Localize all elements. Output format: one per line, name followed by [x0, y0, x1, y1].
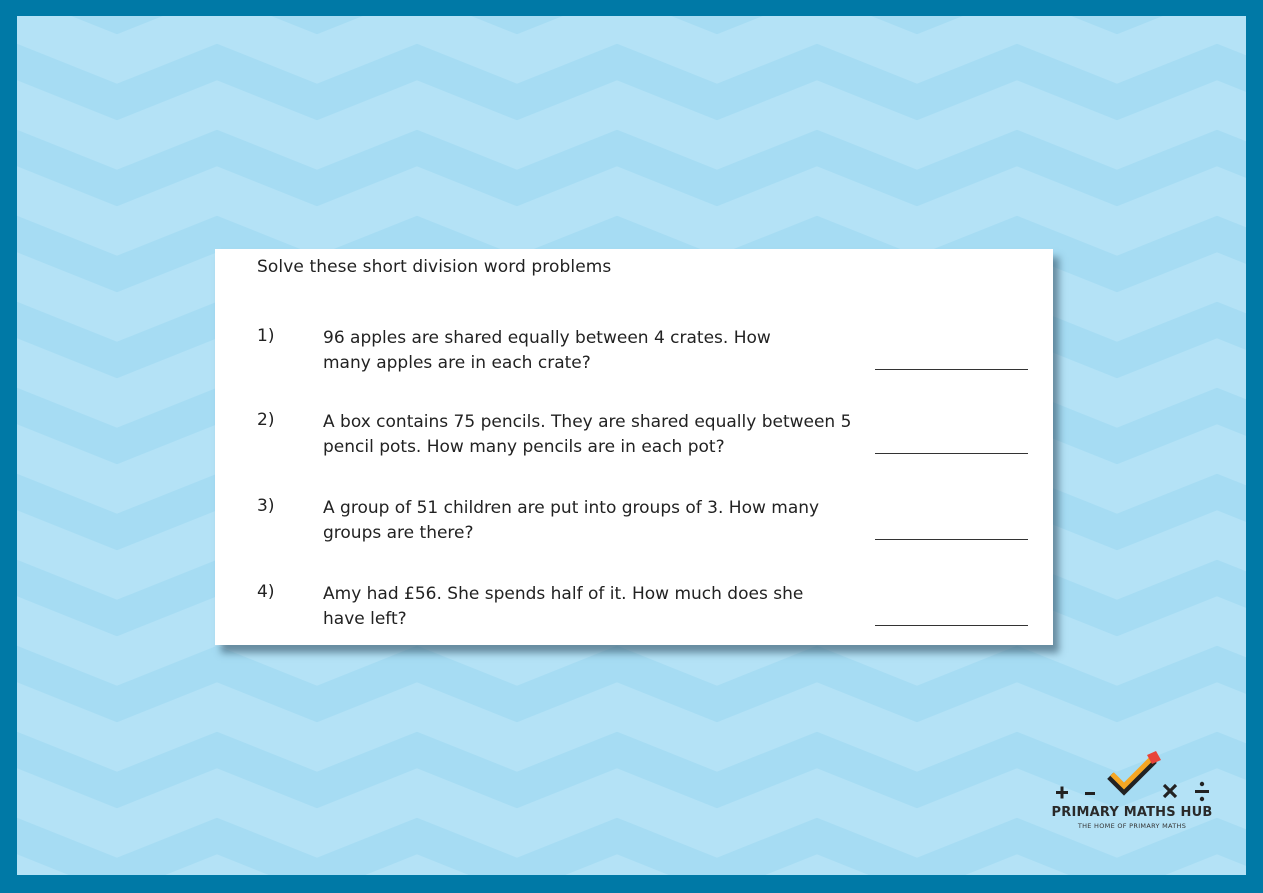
logo-name: PRIMARY MATHS HUB [1051, 805, 1213, 820]
minus-icon [1085, 792, 1095, 795]
answer-line[interactable] [875, 625, 1028, 626]
chevron-stripe [17, 148, 1246, 188]
chevron-stripe [17, 664, 1246, 704]
times-icon [1164, 785, 1176, 797]
logo-tagline: THE HOME OF PRIMARY MATHS [1077, 822, 1187, 830]
checkmark-icon [1110, 751, 1161, 790]
question-text: Amy had £56. She spends half of it. How much does she have left? [323, 584, 804, 629]
question-number: 2) [257, 410, 275, 430]
question-text: A box contains 75 pencils. They are shared equally between 5 pencil pots. How many pencils are in each pot? [323, 412, 852, 457]
plus-icon [1056, 787, 1068, 799]
answer-line[interactable] [875, 453, 1028, 454]
question-number: 1) [257, 326, 275, 346]
background-frame [17, 16, 1246, 875]
question-number: 4) [257, 582, 275, 602]
question-text: A group of 51 children are put into groups of 3. How many groups are there? [323, 498, 820, 543]
question-text: 96 apples are shared equally between 4 crates. How many apples are in each crate? [323, 328, 771, 373]
question-number: 3) [257, 496, 275, 516]
answer-line[interactable] [875, 369, 1028, 370]
worksheet-card [215, 249, 1053, 645]
worksheet-instruction: Solve these short division word problems [257, 257, 612, 277]
primary-maths-hub-logo[interactable] [1044, 750, 1224, 832]
chevron-stripe [17, 836, 1246, 875]
chevron-stripe [17, 62, 1246, 102]
answer-line[interactable] [875, 539, 1028, 540]
divide-icon [1195, 782, 1209, 801]
